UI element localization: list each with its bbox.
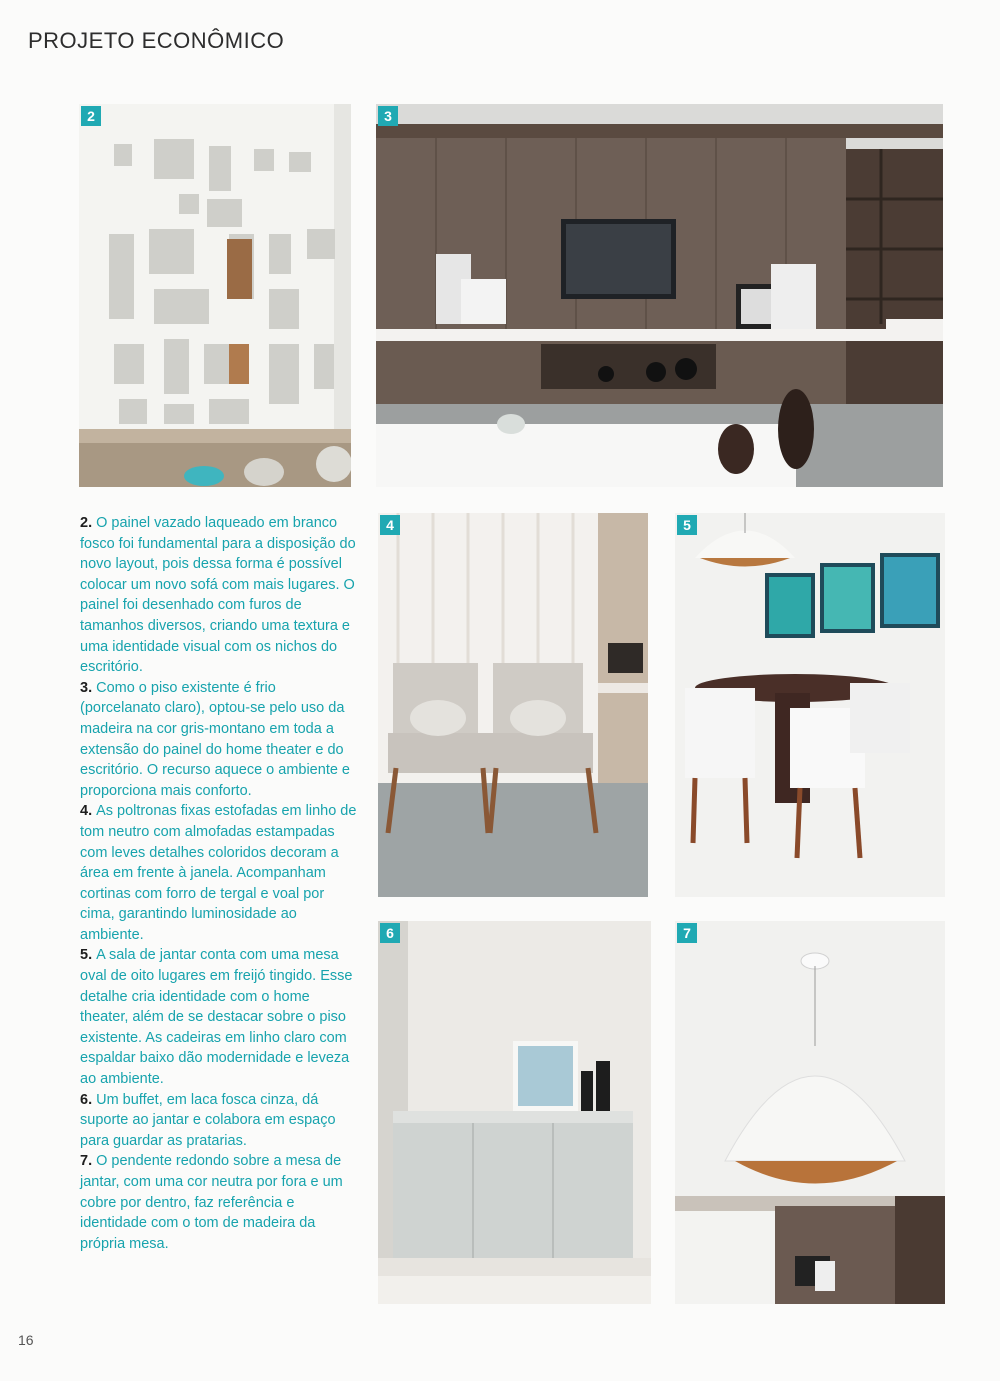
section-title: PROJETO ECONÔMICO xyxy=(28,28,285,53)
armchairs-photo xyxy=(378,513,648,897)
photo-captions xyxy=(80,513,360,1254)
caption-2 xyxy=(80,513,360,678)
buffet-illustration xyxy=(378,921,651,1304)
home-theater-illustration xyxy=(376,104,943,487)
photo-number-badge: 5 xyxy=(677,515,697,535)
caption-number: 5. xyxy=(80,947,93,964)
caption-number: 4. xyxy=(80,803,93,820)
caption-number: 7. xyxy=(80,1153,93,1170)
caption-text: O painel vazado laqueado em branco fosco foi fundamental para a disposição do novo layout, pois dessa forma é possível colocar um novo sofá com mais lugares. O painel foi desenhado com furos de tamanhos diversos, criando uma textura e uma identidade visual com os nichos do escritório. xyxy=(80,515,356,676)
caption-number: 3. xyxy=(80,679,93,696)
photo-number-badge: 4 xyxy=(380,515,400,535)
caption-number: 2. xyxy=(80,515,93,531)
room-divider-panel-illustration xyxy=(79,104,351,487)
photo-number-badge: 6 xyxy=(380,923,400,943)
caption-number: 6. xyxy=(80,1091,93,1108)
dining-room-illustration xyxy=(675,513,945,897)
dining-room-photo xyxy=(675,513,945,897)
caption-7 xyxy=(80,1151,360,1254)
photo-number-badge: 2 xyxy=(81,106,101,126)
caption-text: A sala de jantar conta com uma mesa oval de oito lugares em freijó tingido. Esse detalhe cria identidade com o home theater, além de se destacar sobre o piso existente. As cadeiras em linho claro com espaldar baixo dão modernidade e leveza ao ambiente. xyxy=(80,947,353,1088)
room-divider-panel-photo xyxy=(79,104,351,487)
home-theater-photo xyxy=(376,104,943,487)
photo-number-badge: 3 xyxy=(378,106,398,126)
pendant-lamp-illustration xyxy=(675,921,945,1304)
buffet-photo xyxy=(378,921,651,1304)
photo-number-badge: 7 xyxy=(677,923,697,943)
pendant-lamp-photo xyxy=(675,921,945,1304)
caption-6 xyxy=(80,1090,360,1152)
caption-4 xyxy=(80,801,360,945)
caption-3 xyxy=(80,678,360,802)
caption-text: As poltronas fixas estofadas em linho de tom neutro com almofadas estampadas com leves detalhes coloridos decoram a área em frente à janela. Acompanham cortinas com forro de tergal e voal por cima, garantindo luminosidade ao ambiente. xyxy=(80,803,357,943)
page-number: 16 xyxy=(18,1332,34,1348)
caption-text: Como o piso existente é frio (porcelanato claro), optou-se pelo uso da madeira na cor gris-montano em toda a extensão do painel do home theater e do escritório. O recurso aquece o ambiente e proporciona mais conforto. xyxy=(80,679,350,799)
armchairs-illustration xyxy=(378,513,648,897)
caption-text: Um buffet, em laca fosca cinza, dá suporte ao jantar e colabora em espaço para guardar as pratarias. xyxy=(80,1091,336,1149)
caption-text: O pendente redondo sobre a mesa de jantar, com uma cor neutra por fora e um cobre por dentro, faz referência e identidade com o tom de madeira da própria mesa. xyxy=(80,1153,343,1252)
caption-5 xyxy=(80,945,360,1089)
